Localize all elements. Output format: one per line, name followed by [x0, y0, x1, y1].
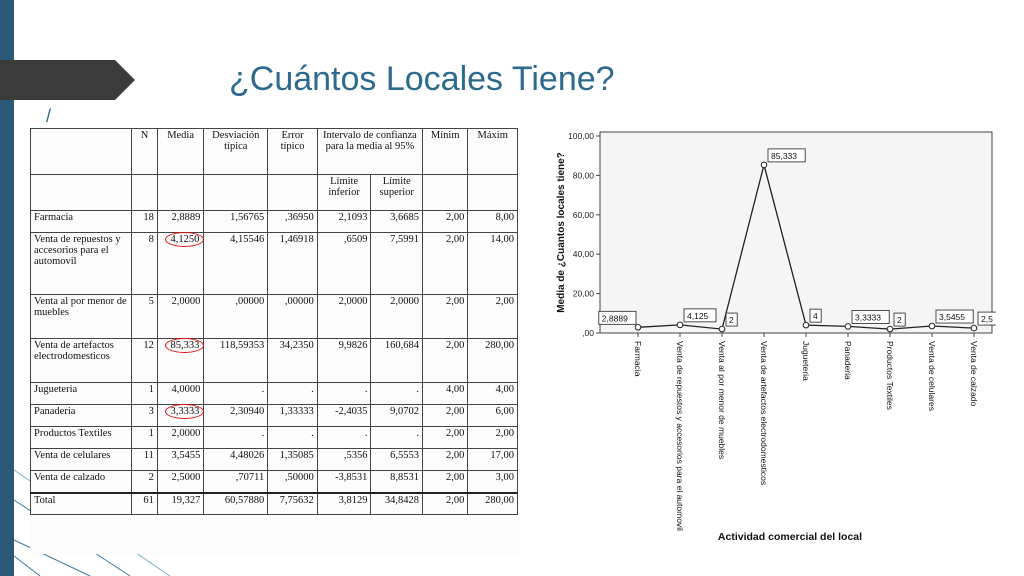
row-min: 2,00 [423, 211, 468, 233]
data-label: 2,8889 [601, 313, 628, 324]
row-media: 2,8889 [157, 211, 203, 233]
row-sup: 3,6685 [371, 211, 423, 233]
row-max: 2,00 [468, 427, 518, 449]
row-min: 2,00 [423, 449, 468, 471]
row-sup: 6,5553 [371, 449, 423, 471]
row-n: 3 [132, 405, 158, 427]
total-n: 61 [132, 493, 158, 515]
x-tick-label: Venta al por menor de muebles [717, 341, 727, 460]
row-max: 6,00 [468, 405, 518, 427]
header-min: Mínim [423, 129, 468, 175]
row-desv: 2,30940 [204, 405, 268, 427]
row-label: Panaderia [31, 405, 132, 427]
row-max: 280,00 [468, 339, 518, 383]
row-min: 2,00 [423, 339, 468, 383]
row-inf: 2,1093 [317, 211, 371, 233]
data-label: 2 [897, 315, 902, 326]
row-n: 18 [132, 211, 158, 233]
row-max: 14,00 [468, 233, 518, 295]
x-tick-label: Venta de artefactos electrodomesticos [759, 341, 769, 486]
row-desv: 4,48026 [204, 449, 268, 471]
table-row [31, 449, 518, 471]
x-tick-label: Jugueteria [801, 341, 811, 381]
row-sup: . [371, 383, 423, 405]
row-inf: -3,8531 [317, 471, 371, 493]
header-desv: Desviación típica [204, 129, 268, 175]
row-sup: 160,684 [371, 339, 423, 383]
data-label: 85,333 [771, 150, 797, 161]
data-label: 2,5 [981, 314, 993, 325]
row-desv: ,00000 [204, 295, 268, 339]
data-point [677, 322, 683, 328]
row-min: 4,00 [423, 383, 468, 405]
line-chart [530, 120, 996, 554]
total-desv: 60,57880 [204, 493, 268, 515]
highlight-circle: 3,3333 [165, 404, 204, 419]
y-tick-label: ,00 [582, 328, 594, 338]
x-axis-label: Actividad comercial del local [717, 531, 863, 543]
table-row [31, 295, 518, 339]
row-media: 4,0000 [157, 383, 203, 405]
row-inf: . [317, 427, 371, 449]
x-tick-label: Venta de celulares [927, 341, 937, 411]
header-intervalo: Intervalo de confianza para la media al 95% [317, 129, 422, 175]
table-row [31, 405, 518, 427]
data-label: 2 [729, 315, 734, 326]
table-body [31, 211, 518, 493]
row-min: 2,00 [423, 427, 468, 449]
table-row [31, 339, 518, 383]
row-media-cell [157, 233, 203, 295]
data-point [803, 322, 809, 328]
total-error: 7,75632 [268, 493, 318, 515]
row-media: 3,5455 [157, 449, 203, 471]
row-desv: . [204, 383, 268, 405]
header-media: Media [157, 129, 203, 175]
table-total-row [31, 493, 518, 515]
deco-slash: / [46, 106, 52, 126]
statistics-table-panel [30, 128, 520, 554]
line-chart-panel [530, 120, 996, 554]
y-tick-label: 80,00 [572, 170, 594, 181]
row-label: Venta de celulares [31, 449, 132, 471]
row-min: 2,00 [423, 233, 468, 295]
row-n: 12 [132, 339, 158, 383]
header-n: N [132, 129, 158, 175]
row-error: 1,35085 [268, 449, 318, 471]
data-point [761, 162, 767, 168]
row-desv: ,70711 [204, 471, 268, 493]
row-inf: ,5356 [317, 449, 371, 471]
row-media: 2,0000 [157, 427, 203, 449]
table-header-row [31, 129, 518, 175]
row-max: 17,00 [468, 449, 518, 471]
row-label: Venta al por menor de muebles [31, 295, 132, 339]
page-title: ¿Cuántos Locales Tiene? [229, 60, 615, 98]
data-point [929, 323, 935, 329]
data-label: 3,3333 [855, 312, 881, 323]
header-max: Máxim [468, 129, 518, 175]
statistics-table [30, 128, 518, 515]
row-sup: 8,8531 [371, 471, 423, 493]
row-error: . [268, 427, 318, 449]
row-min: 2,00 [423, 295, 468, 339]
row-desv: 4,15546 [204, 233, 268, 295]
x-tick-label: Venta de repuestos y accesorios para el automovil [675, 341, 685, 531]
x-tick-label: Productos Textiles [885, 341, 895, 410]
row-inf: ,6509 [317, 233, 371, 295]
row-error: ,50000 [268, 471, 318, 493]
row-min: 2,00 [423, 471, 468, 493]
row-desv: 118,59353 [204, 339, 268, 383]
row-n: 1 [132, 427, 158, 449]
y-tick-label: 60,00 [572, 209, 594, 220]
row-inf: . [317, 383, 371, 405]
x-tick-label: Farmacia [633, 341, 643, 377]
table-row [31, 471, 518, 493]
title-arrow-shape [0, 60, 135, 100]
row-n: 8 [132, 233, 158, 295]
y-axis-label: Media de ¿Cuantos locales tiene? [556, 152, 567, 313]
y-tick-label: 40,00 [572, 249, 594, 260]
data-point [845, 324, 851, 330]
row-error: 34,2350 [268, 339, 318, 383]
data-label: 3,5455 [939, 312, 965, 323]
row-error: ,36950 [268, 211, 318, 233]
x-tick-label: Panaderia [843, 341, 853, 380]
data-label: 4,125 [687, 310, 709, 321]
data-point [719, 326, 725, 332]
row-inf: 2,0000 [317, 295, 371, 339]
row-sup: 7,5991 [371, 233, 423, 295]
table-row [31, 383, 518, 405]
row-error: . [268, 383, 318, 405]
x-tick-label: Venta de calzado [969, 341, 979, 407]
row-media-cell [157, 339, 203, 383]
row-desv: . [204, 427, 268, 449]
row-error: ,00000 [268, 295, 318, 339]
row-min: 2,00 [423, 405, 468, 427]
data-label: 4 [813, 311, 818, 322]
header-superior: Límite superior [371, 175, 423, 211]
row-sup: . [371, 427, 423, 449]
total-sup: 34,8428 [371, 493, 423, 515]
total-max: 280,00 [468, 493, 518, 515]
row-media: 2,5000 [157, 471, 203, 493]
highlight-circle: 4,1250 [165, 232, 204, 247]
row-inf: 9,9826 [317, 339, 371, 383]
row-desv: 1,56765 [204, 211, 268, 233]
row-sup: 2,0000 [371, 295, 423, 339]
highlight-circle: 85,333 [165, 338, 204, 353]
row-inf: -2,4035 [317, 405, 371, 427]
total-inf: 3,8129 [317, 493, 371, 515]
table-subheader-row [31, 175, 518, 211]
row-sup: 9,0702 [371, 405, 423, 427]
total-media: 19,327 [157, 493, 203, 515]
row-max: 4,00 [468, 383, 518, 405]
total-label: Total [31, 493, 132, 515]
table-row [31, 211, 518, 233]
y-tick-label: 100,00 [568, 131, 594, 141]
row-max: 2,00 [468, 295, 518, 339]
row-media-cell [157, 405, 203, 427]
header-error: Error típico [268, 129, 318, 175]
table-row [31, 233, 518, 295]
y-tick-label: 20,00 [572, 288, 594, 299]
row-max: 8,00 [468, 211, 518, 233]
row-n: 11 [132, 449, 158, 471]
row-max: 3,00 [468, 471, 518, 493]
data-point [971, 325, 977, 331]
row-label: Venta de repuestos y accesorios para el automovil [31, 233, 132, 295]
header-inferior: Límite inferior [317, 175, 371, 211]
table-row [31, 427, 518, 449]
row-error: 1,46918 [268, 233, 318, 295]
row-n: 1 [132, 383, 158, 405]
row-label: Productos Textiles [31, 427, 132, 449]
row-media: 2,0000 [157, 295, 203, 339]
row-label: Venta de artefactos electrodomesticos [31, 339, 132, 383]
data-point [635, 325, 641, 331]
row-label: Jugueteria [31, 383, 132, 405]
row-n: 2 [132, 471, 158, 493]
row-label: Venta de calzado [31, 471, 132, 493]
total-min: 2,00 [423, 493, 468, 515]
row-n: 5 [132, 295, 158, 339]
row-label: Farmacia [31, 211, 132, 233]
data-point [887, 326, 893, 332]
row-error: 1,33333 [268, 405, 318, 427]
